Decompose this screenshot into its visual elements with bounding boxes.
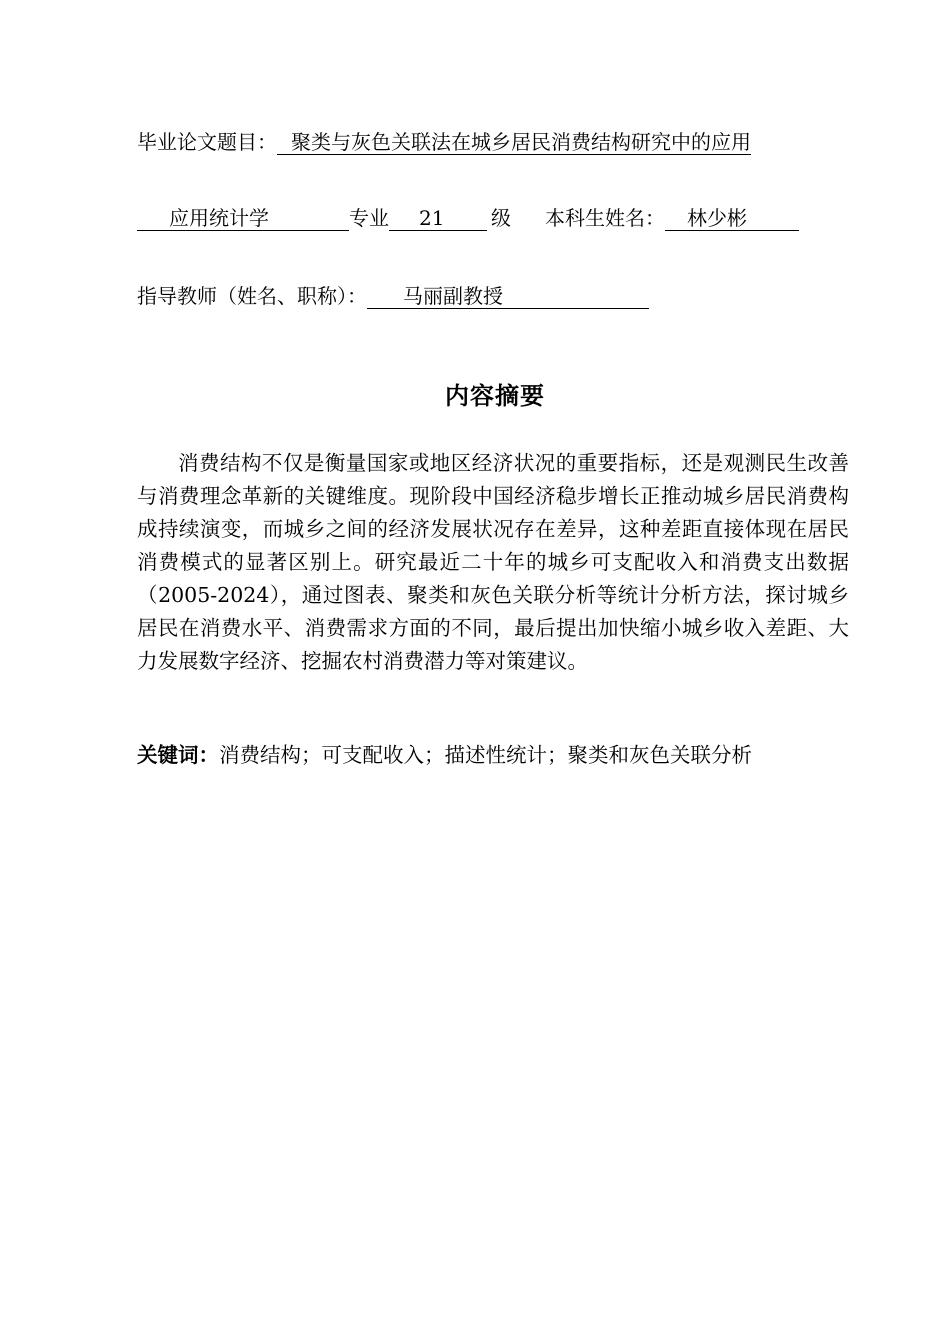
advisor-field — [367, 284, 649, 309]
abstract-heading: 内容摘要 — [445, 382, 545, 410]
student-name-value: 林少彬 — [687, 206, 747, 230]
grade-label: 级 — [491, 206, 511, 230]
advisor-line — [137, 282, 649, 310]
abstract-body: 消费结构不仅是衡量国家或地区经济状况的重要指标，还是观测民生改善与消费理念革新的关键维度。现阶段中国经济稳步增长正推动城乡居民消费构成持续演变，而城乡之间的经济发展状况存在差异，这种差距直接体现在居民消费模式的显著区别上。研究最近二十年的城乡可支配收入和消费支出数据（2005-2024），通过图表、聚类和灰色关联分析等统计分析方法，探讨城乡居民在消费水平、消费需求方面的不同，最后提出加快缩小城乡收入差距、大力发展数字经济、挖掘农村消费潜力等对策建议。 — [137, 451, 849, 673]
keywords-label: 关键词： — [137, 743, 219, 767]
advisor-label: 指导教师（姓名、职称）： — [137, 284, 367, 308]
thesis-title-value: 聚类与灰色关联法在城乡居民消费结构研究中的应用 — [277, 130, 751, 155]
student-name-field — [665, 206, 799, 231]
major-line — [137, 204, 799, 232]
major-field — [137, 206, 349, 231]
keywords-line — [137, 740, 752, 770]
thesis-title-line — [137, 128, 751, 156]
keywords-value: 消费结构；可支配收入；描述性统计；聚类和灰色关联分析 — [219, 743, 752, 767]
major-label: 专业 — [349, 206, 389, 230]
major-value: 应用统计学 — [169, 206, 269, 230]
grade-field — [389, 206, 487, 231]
student-name-label: 本科生姓名： — [545, 206, 665, 230]
grade-value: 21 — [419, 206, 445, 230]
advisor-value: 马丽副教授 — [403, 284, 503, 308]
thesis-title-label: 毕业论文题目： — [137, 130, 277, 154]
